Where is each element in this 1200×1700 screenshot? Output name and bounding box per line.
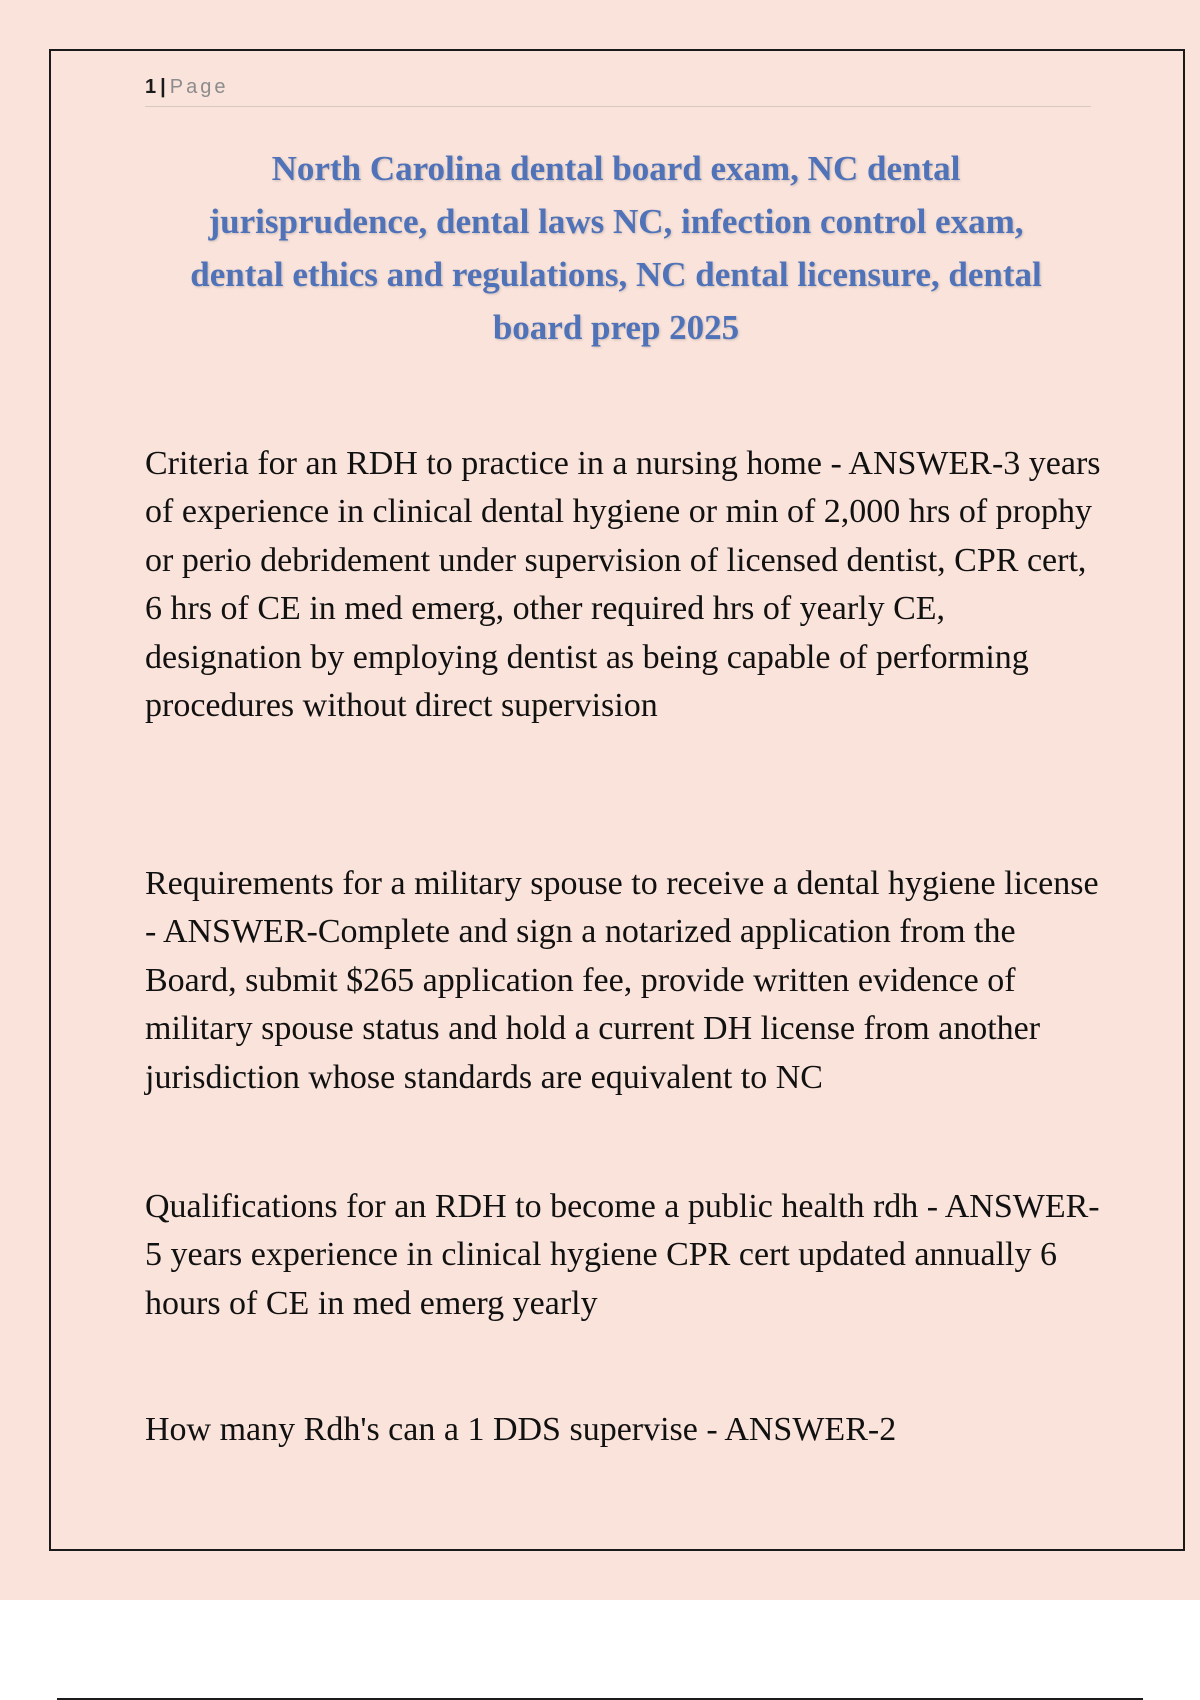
page-number-separator: | [160,76,166,98]
document-title: North Carolina dental board exam, NC dental jurisprudence, dental laws NC, infection control exam, dental ethics and regulations, NC dental licensure, dental board prep 2025 [190,149,1042,347]
qa-item-military-spouse: Requirements for a military spouse to receive a dental hygiene license - ANSWER-Complete and sign a notarized application from the Board, submit $265 application fee, provide written evidence of military spouse status and hold a current DH license from another jurisdiction whose standards are equivalent to NC [145,865,1099,1096]
page-header [145,74,1091,107]
qa-item-public-health-rdh: Qualifications for an RDH to become a public health rdh - ANSWER-5 years experience in clinical hygiene CPR cert updated annually 6 hours of CE in med emerg yearly [145,1188,1100,1322]
page-label: Page [169,76,229,98]
qa-item-nursing-home: Criteria for an RDH to practice in a nursing home - ANSWER-3 years of experience in clinical dental hygiene or min of 2,000 hrs of prophy or perio debridement under supervision of licensed dentist, CPR cert, 6 hrs of CE in med emerg, other required hrs of yearly CE, designation by employing dentist as being capable of performing procedures without direct supervision [145,445,1101,725]
page-number: 1 [145,76,157,98]
qa-item-supervision-ratio: How many Rdh's can a 1 DDS supervise - ANSWER-2 [145,1411,897,1448]
